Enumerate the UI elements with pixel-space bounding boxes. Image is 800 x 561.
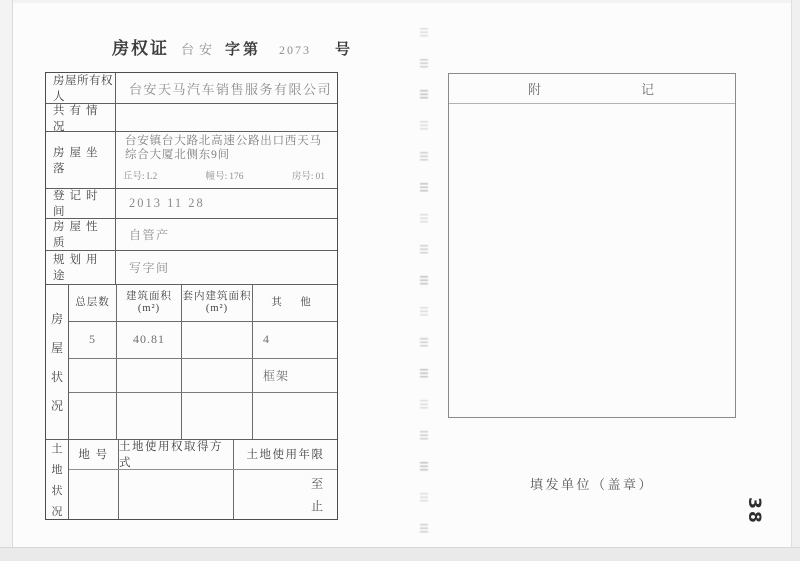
spine-mark bbox=[420, 245, 428, 254]
location-row bbox=[46, 132, 337, 189]
spine-mark bbox=[420, 276, 428, 285]
house-status-section bbox=[46, 285, 337, 440]
room-number: 房号: 01 bbox=[291, 172, 325, 182]
land-status-grid bbox=[69, 440, 337, 519]
spine-mark bbox=[420, 214, 428, 223]
land-status-label: 土 地 状 况 bbox=[46, 440, 69, 519]
property-nature-row bbox=[46, 219, 337, 251]
spine-mark bbox=[420, 431, 428, 440]
spine-mark bbox=[420, 152, 428, 161]
location-identifiers bbox=[116, 162, 337, 182]
header-land-number: 地 号 bbox=[78, 449, 109, 462]
planned-use-label: 规划用途 bbox=[46, 251, 116, 284]
title-region: 台安 bbox=[181, 42, 218, 57]
house-status-header-row bbox=[69, 285, 337, 322]
spine-mark bbox=[420, 121, 428, 130]
registration-date-label: 登记时间 bbox=[46, 189, 116, 218]
property-nature-label: 房屋性质 bbox=[46, 219, 116, 250]
total-floors-value: 5 bbox=[89, 332, 96, 347]
co-ownership-row bbox=[46, 104, 337, 132]
location-line1: 台安镇台大路北高速公路出口西天马 bbox=[125, 135, 322, 147]
header-inner-area: 套内建筑面积 (m²) bbox=[182, 285, 253, 321]
header-land-term: 土地使用年限 bbox=[246, 449, 325, 462]
planned-use-row bbox=[46, 251, 337, 285]
notes-title-right: 记 bbox=[641, 82, 657, 97]
location-label: 房屋坐落 bbox=[46, 132, 116, 188]
owner-value: 台安天马汽车销售服务有限公司 bbox=[129, 81, 333, 97]
house-status-data-row bbox=[69, 393, 337, 439]
land-status-section bbox=[46, 440, 337, 519]
spine-mark bbox=[420, 59, 428, 68]
certificate-title bbox=[112, 34, 350, 59]
certificate-table bbox=[45, 72, 338, 520]
title-series: 字第 bbox=[225, 42, 262, 58]
scan-edge-top bbox=[0, 0, 800, 3]
term-start: 至 bbox=[310, 476, 323, 491]
spine-mark bbox=[420, 369, 428, 378]
spine-mark bbox=[420, 338, 428, 347]
owner-row bbox=[46, 73, 337, 104]
notes-box bbox=[448, 73, 736, 418]
spine-mark bbox=[420, 28, 428, 37]
title-prefix: 房权证 bbox=[112, 39, 169, 58]
co-ownership-value bbox=[116, 104, 337, 131]
house-status-grid bbox=[69, 285, 337, 439]
spine-mark bbox=[420, 183, 428, 192]
notes-title bbox=[449, 74, 735, 104]
header-other: 其 他 bbox=[271, 296, 319, 308]
land-term-value bbox=[234, 470, 337, 519]
planned-use-value: 写字间 bbox=[129, 260, 170, 275]
property-nature-value: 自管产 bbox=[129, 227, 170, 242]
structure-type-value: 框架 bbox=[263, 368, 290, 383]
scan-edge-right bbox=[791, 0, 800, 547]
land-status-header-row bbox=[69, 440, 337, 470]
title-suffix: 号 bbox=[335, 42, 351, 58]
registration-date-value: 2013 11 28 bbox=[129, 195, 205, 210]
spine-mark bbox=[420, 493, 428, 502]
spine-mark bbox=[420, 307, 428, 316]
spine-mark bbox=[420, 524, 428, 533]
house-status-data-row bbox=[69, 359, 337, 393]
owner-label: 房屋所有权人 bbox=[46, 73, 116, 103]
plot-number: 丘号: L2 bbox=[123, 172, 158, 182]
issuer-seal-label: 填发单位（盖章） bbox=[529, 477, 654, 492]
land-number-value bbox=[69, 470, 119, 519]
spine-mark bbox=[420, 90, 428, 99]
land-acquisition-value bbox=[119, 470, 234, 519]
header-building-area: 建筑面积 (m²) bbox=[117, 285, 182, 321]
building-area-value: 40.81 bbox=[133, 332, 165, 347]
page-number: 38 bbox=[743, 497, 764, 525]
co-ownership-label: 共有情况 bbox=[46, 104, 116, 131]
scan-edge-bottom bbox=[0, 547, 800, 561]
location-value bbox=[116, 132, 337, 188]
spine-binding-marks bbox=[420, 0, 430, 560]
term-end: 止 bbox=[310, 498, 323, 513]
house-status-data-row bbox=[69, 322, 337, 359]
other-value: 4 bbox=[263, 332, 270, 347]
registration-date-row bbox=[46, 189, 337, 219]
spine-mark bbox=[420, 400, 428, 409]
spine-mark bbox=[420, 462, 428, 471]
header-land-acquisition: 土地使用权取得方式 bbox=[119, 441, 223, 470]
land-status-data-row bbox=[69, 470, 337, 519]
scan-edge-left bbox=[0, 0, 13, 560]
title-number: 2073 bbox=[279, 43, 312, 57]
building-number: 幢号: 176 bbox=[205, 172, 244, 182]
header-total-floors: 总层数 bbox=[69, 285, 117, 321]
location-line2: 综合大厦北侧东9间 bbox=[125, 148, 230, 161]
house-status-label: 房 屋 状 况 bbox=[46, 285, 69, 439]
notes-title-left: 附 bbox=[527, 82, 543, 97]
